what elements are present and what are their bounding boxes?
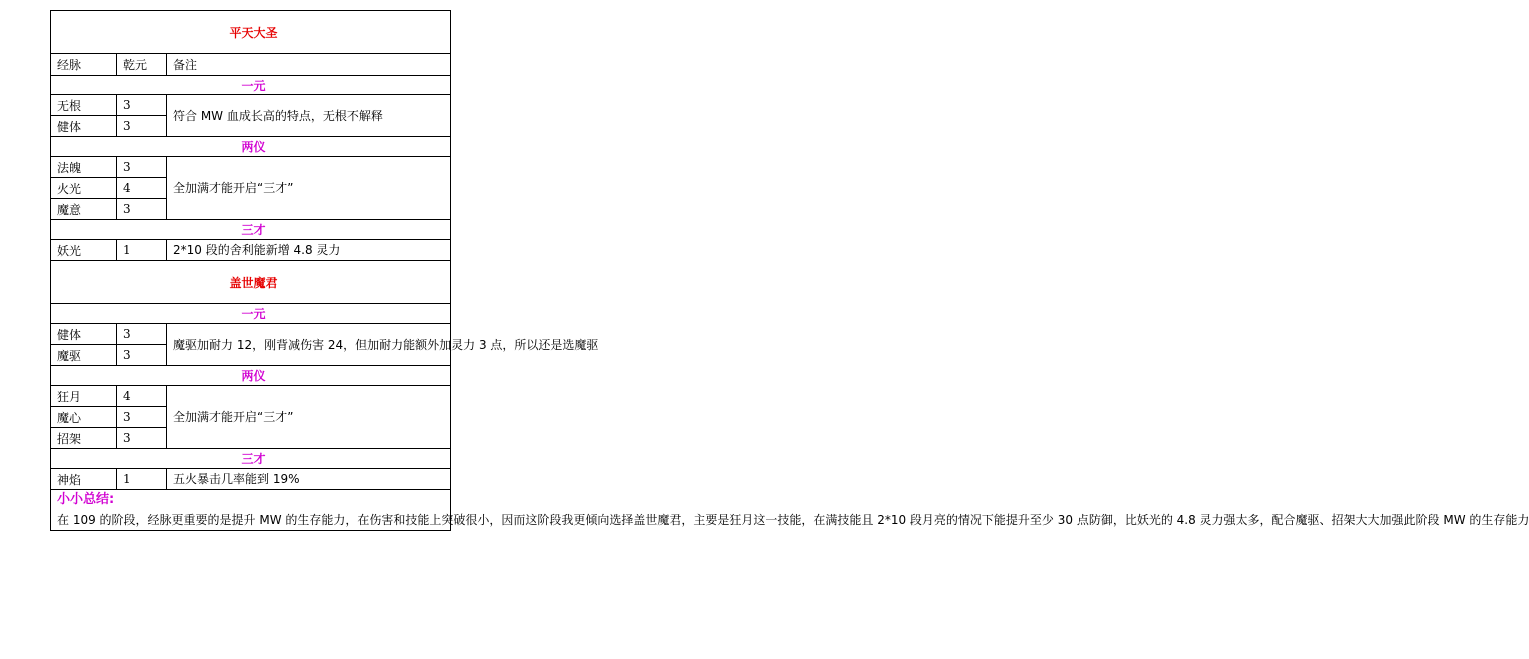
meridian-note: 全加满才能开启“三才” xyxy=(167,386,451,449)
meridian-name: 魔意 xyxy=(51,199,117,220)
meridian-name: 无根 xyxy=(51,95,117,116)
meridian-value: 3 xyxy=(117,407,167,428)
meridian-name: 健体 xyxy=(51,116,117,137)
header-qianyuan: 乾元 xyxy=(117,54,167,76)
summary-title: 小小总结: xyxy=(57,492,115,507)
meridian-value: 3 xyxy=(117,324,167,345)
summary-cell xyxy=(51,490,1529,531)
table-row xyxy=(51,386,451,407)
meridian-note: 五火暴击几率能到 19% xyxy=(167,469,451,490)
meridian-value: 4 xyxy=(117,386,167,407)
table-row xyxy=(51,95,451,116)
table-row xyxy=(51,240,451,261)
group-label-yiyuan: 一元 xyxy=(51,304,451,324)
meridian-name: 魔驱 xyxy=(51,345,117,366)
group-label-yiyuan: 一元 xyxy=(51,76,451,95)
meridian-value: 3 xyxy=(117,157,167,178)
meridian-name: 魔心 xyxy=(51,407,117,428)
section-title-pingtian: 平天大圣 xyxy=(51,11,451,54)
meridian-value: 3 xyxy=(117,345,167,366)
meridian-value: 4 xyxy=(117,178,167,199)
meridian-value: 3 xyxy=(117,428,167,449)
meridian-name: 妖光 xyxy=(51,240,117,261)
header-row xyxy=(51,54,451,76)
header-note: 备注 xyxy=(167,54,451,76)
summary-text: 在 109 的阶段，经脉更重要的是提升 MW 的生存能力，在伤害和技能上突破很小，因而这阶段我更倾向选择盖世魔君，主要是狂月这一技能，在满技能且 2*10 段月亮的情况下能提升至少 30 点防御，比妖光的 4.8 灵力强太多，配合魔驱、招架大大加强此阶段 MW 的生存能力 xyxy=(57,513,1529,527)
table-row xyxy=(51,469,451,490)
meridian-value: 3 xyxy=(117,116,167,137)
meridian-note: 2*10 段的舍利能新增 4.8 灵力 xyxy=(167,240,451,261)
meridian-name: 神焰 xyxy=(51,469,117,490)
meridian-value: 1 xyxy=(117,469,167,490)
meridian-note: 符合 MW 血成长高的特点，无根不解释 xyxy=(167,95,451,137)
meridian-name: 招架 xyxy=(51,428,117,449)
section-title-gaishi: 盖世魔君 xyxy=(51,261,451,304)
group-label-liangyi: 两仪 xyxy=(51,366,451,386)
meridian-name: 火光 xyxy=(51,178,117,199)
meridian-table xyxy=(50,10,1529,531)
meridian-value: 1 xyxy=(117,240,167,261)
meridian-value: 3 xyxy=(117,199,167,220)
group-label-sancai: 三才 xyxy=(51,449,451,469)
table-row xyxy=(51,157,451,178)
group-label-liangyi: 两仪 xyxy=(51,137,451,157)
meridian-name: 狂月 xyxy=(51,386,117,407)
meridian-note: 全加满才能开启“三才” xyxy=(167,157,451,220)
header-meridian: 经脉 xyxy=(51,54,117,76)
meridian-value: 3 xyxy=(117,95,167,116)
group-label-sancai: 三才 xyxy=(51,220,451,240)
meridian-name: 健体 xyxy=(51,324,117,345)
meridian-name: 法魄 xyxy=(51,157,117,178)
meridian-note: 魔驱加耐力 12，刚背减伤害 24，但加耐力能额外加灵力 3 点，所以还是选魔驱 xyxy=(167,324,451,366)
table-row xyxy=(51,324,451,345)
